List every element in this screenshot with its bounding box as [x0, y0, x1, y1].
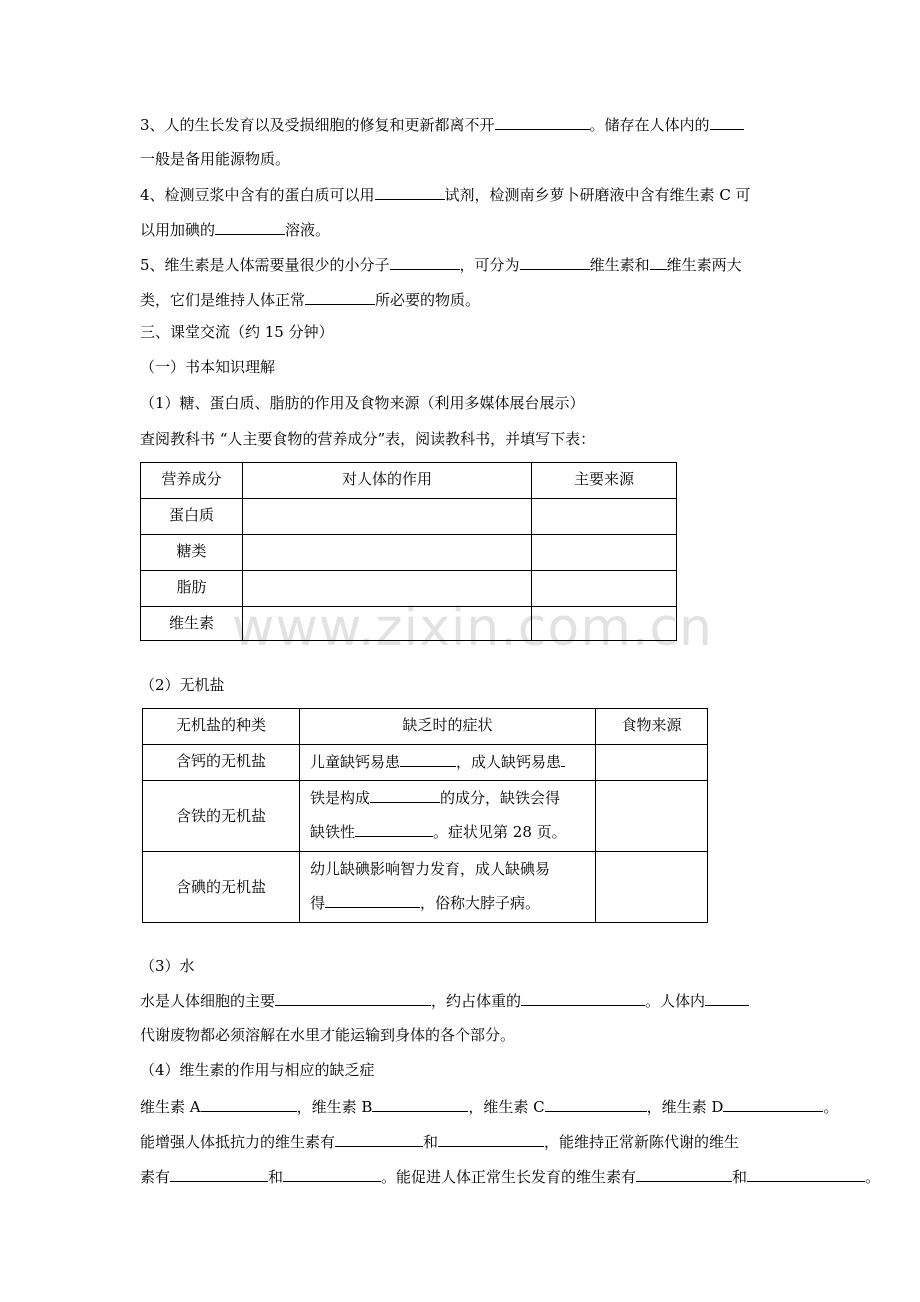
table-row — [141, 607, 677, 641]
source-cell[interactable] — [532, 535, 677, 571]
blank-field[interactable] — [636, 1166, 732, 1182]
item4-text: ，能维持正常新陈代谢的维生 — [544, 1133, 740, 1151]
symptom-line — [310, 781, 595, 815]
item4-text: ，维生素 C — [468, 1098, 545, 1116]
nutrient-name: 蛋白质 — [141, 499, 243, 535]
blank-field[interactable] — [325, 892, 420, 908]
q4-line-2 — [140, 219, 330, 240]
item4-text: 。 — [823, 1098, 839, 1116]
q5-text-c: 维生素和 — [589, 256, 650, 274]
food-source-cell[interactable] — [596, 781, 708, 852]
q5-text-b: ，可分为 — [459, 256, 520, 274]
food-source-cell[interactable] — [596, 852, 708, 923]
blank-field[interactable] — [521, 990, 645, 1006]
item3-text: 。人体内 — [645, 992, 706, 1010]
table-header: 主要来源 — [532, 463, 677, 499]
q5-text-e: 类，它们是维持人体正常 — [140, 291, 306, 309]
symptom-text: ，成人缺钙易患 — [456, 753, 562, 771]
q3-line-2: 一般是备用能源物质。 — [140, 150, 291, 168]
blank-field[interactable] — [710, 114, 744, 130]
mineral-type: 含铁的无机盐 — [143, 781, 300, 852]
mineral-type: 含碘的无机盐 — [143, 852, 300, 923]
blank-field[interactable] — [375, 184, 445, 200]
table-row — [143, 852, 708, 923]
symptom-text: 的成分，缺铁会得 — [440, 789, 561, 807]
blank-field[interactable] — [370, 787, 440, 803]
q5-line-2 — [140, 289, 480, 310]
item-4-title: （4）维生素的作用与相应的缺乏症 — [140, 1061, 375, 1079]
food-source-cell[interactable] — [596, 745, 708, 781]
table-header: 营养成分 — [141, 463, 243, 499]
blank-field[interactable] — [747, 1166, 865, 1182]
symptom-text: 。症状见第 28 页。 — [433, 823, 567, 841]
item4-text: 和 — [268, 1168, 284, 1186]
table-row — [143, 781, 708, 852]
item3-text: ，约占体重的 — [431, 992, 522, 1010]
symptom-text: 缺铁性 — [310, 823, 356, 841]
item-3-title: （3）水 — [140, 957, 195, 975]
blank-field[interactable] — [305, 289, 375, 305]
q5-line-1 — [140, 254, 742, 275]
source-cell[interactable] — [532, 499, 677, 535]
blank-field[interactable] — [438, 1131, 544, 1147]
nutrient-name: 维生素 — [141, 607, 243, 641]
blank-field[interactable] — [355, 821, 433, 837]
blank-field[interactable] — [170, 1166, 268, 1182]
item-3-line-1 — [140, 990, 749, 1011]
function-cell[interactable] — [243, 499, 532, 535]
nutrient-table — [140, 462, 677, 641]
table-header: 无机盐的种类 — [143, 709, 300, 745]
blank-field[interactable] — [390, 254, 460, 270]
q4-text-d: 溶液。 — [285, 221, 331, 239]
symptom-line: 幼儿缺碘影响智力发育，成人缺碘易 — [310, 860, 551, 878]
blank-field[interactable] — [215, 219, 285, 235]
blank-field[interactable] — [545, 1096, 647, 1112]
item-3-line-2: 代谢废物都必须溶解在水里才能运输到身体的各个部分。 — [140, 1026, 516, 1044]
item4-text: 和 — [732, 1168, 748, 1186]
symptom-text: 得 — [310, 894, 326, 912]
symptom-cell — [300, 781, 596, 852]
source-cell[interactable] — [532, 607, 677, 641]
item-1-title: （1）糖、蛋白质、脂肪的作用及食物来源（利用多媒体展台展示） — [140, 394, 585, 412]
mineral-table — [142, 708, 708, 923]
function-cell[interactable] — [243, 571, 532, 607]
blank-field[interactable] — [400, 751, 456, 767]
q3-text-a: 3、人的生长发育以及受损细胞的修复和更新都离不开 — [140, 116, 495, 134]
section-title: 三、课堂交流（约 15 分钟） — [140, 323, 334, 341]
q3-text-b: 。储存在人体内的 — [589, 116, 710, 134]
blank-field[interactable] — [520, 254, 590, 270]
nutrient-name: 糖类 — [141, 535, 243, 571]
table-header: 食物来源 — [596, 709, 708, 745]
symptom-cell — [300, 745, 596, 781]
blank-field[interactable] — [201, 1096, 297, 1112]
symptom-text: 铁是构成 — [310, 789, 371, 807]
q5-text-a: 5、维生素是人体需要量很少的小分子 — [140, 256, 390, 274]
symptom-text: ，俗称大脖子病。 — [420, 894, 541, 912]
table-header: 对人体的作用 — [243, 463, 532, 499]
blank-field[interactable] — [650, 254, 667, 270]
function-cell[interactable] — [243, 535, 532, 571]
watermark: www.zixin.com.cn — [232, 598, 713, 658]
blank-field[interactable] — [561, 751, 565, 767]
item-4-line-3 — [140, 1166, 880, 1187]
item4-text: 素有 — [140, 1168, 171, 1186]
table-row — [141, 571, 677, 607]
q4-text-b: 试剂，检测南乡萝卜研磨液中含有维生素 C 可 — [444, 186, 751, 204]
nutrient-name: 脂肪 — [141, 571, 243, 607]
table-instruction: 查阅教科书 “人主要食物的营养成分”表，阅读教科书，并填写下表： — [140, 430, 596, 448]
symptom-line — [310, 815, 595, 849]
blank-field[interactable] — [283, 1166, 381, 1182]
table-row — [143, 745, 708, 781]
q3-line-1 — [140, 114, 744, 135]
item4-text: 能增强人体抵抗力的维生素有 — [140, 1133, 336, 1151]
source-cell[interactable] — [532, 571, 677, 607]
q5-text-f: 所必要的物质。 — [375, 291, 481, 309]
item4-text: ，维生素 B — [296, 1098, 373, 1116]
item4-text: 维生素 A — [140, 1098, 201, 1116]
q4-line-1 — [140, 184, 751, 205]
item-2-title: （2）无机盐 — [140, 676, 225, 694]
q5-text-d: 维生素两大 — [666, 256, 742, 274]
q4-text-a: 4、检测豆浆中含有的蛋白质可以用 — [140, 186, 375, 204]
table-row — [141, 535, 677, 571]
blank-field[interactable] — [372, 1096, 468, 1112]
item-4-line-2 — [140, 1131, 739, 1152]
blank-field[interactable] — [495, 114, 590, 130]
item3-text: 水是人体细胞的主要 — [140, 992, 276, 1010]
symptom-text: 儿童缺钙易患 — [310, 753, 401, 771]
symptom-line — [310, 886, 595, 920]
item4-text: 。能促进人体正常生长发育的维生素有 — [381, 1168, 637, 1186]
item4-text: ，维生素 D — [646, 1098, 724, 1116]
blank-field[interactable] — [335, 1131, 423, 1147]
mineral-type: 含钙的无机盐 — [143, 745, 300, 781]
subsection-title: （一）书本知识理解 — [140, 358, 276, 376]
symptom-cell — [300, 852, 596, 923]
item4-text: 和 — [423, 1133, 439, 1151]
table-row — [141, 499, 677, 535]
blank-field[interactable] — [275, 990, 431, 1006]
q4-text-c: 以用加碘的 — [140, 221, 216, 239]
function-cell[interactable] — [243, 607, 532, 641]
table-header: 缺乏时的症状 — [300, 709, 596, 745]
blank-field[interactable] — [723, 1096, 823, 1112]
item4-text: 。 — [865, 1168, 881, 1186]
blank-field[interactable] — [705, 990, 749, 1006]
item-4-line-1 — [140, 1096, 838, 1117]
